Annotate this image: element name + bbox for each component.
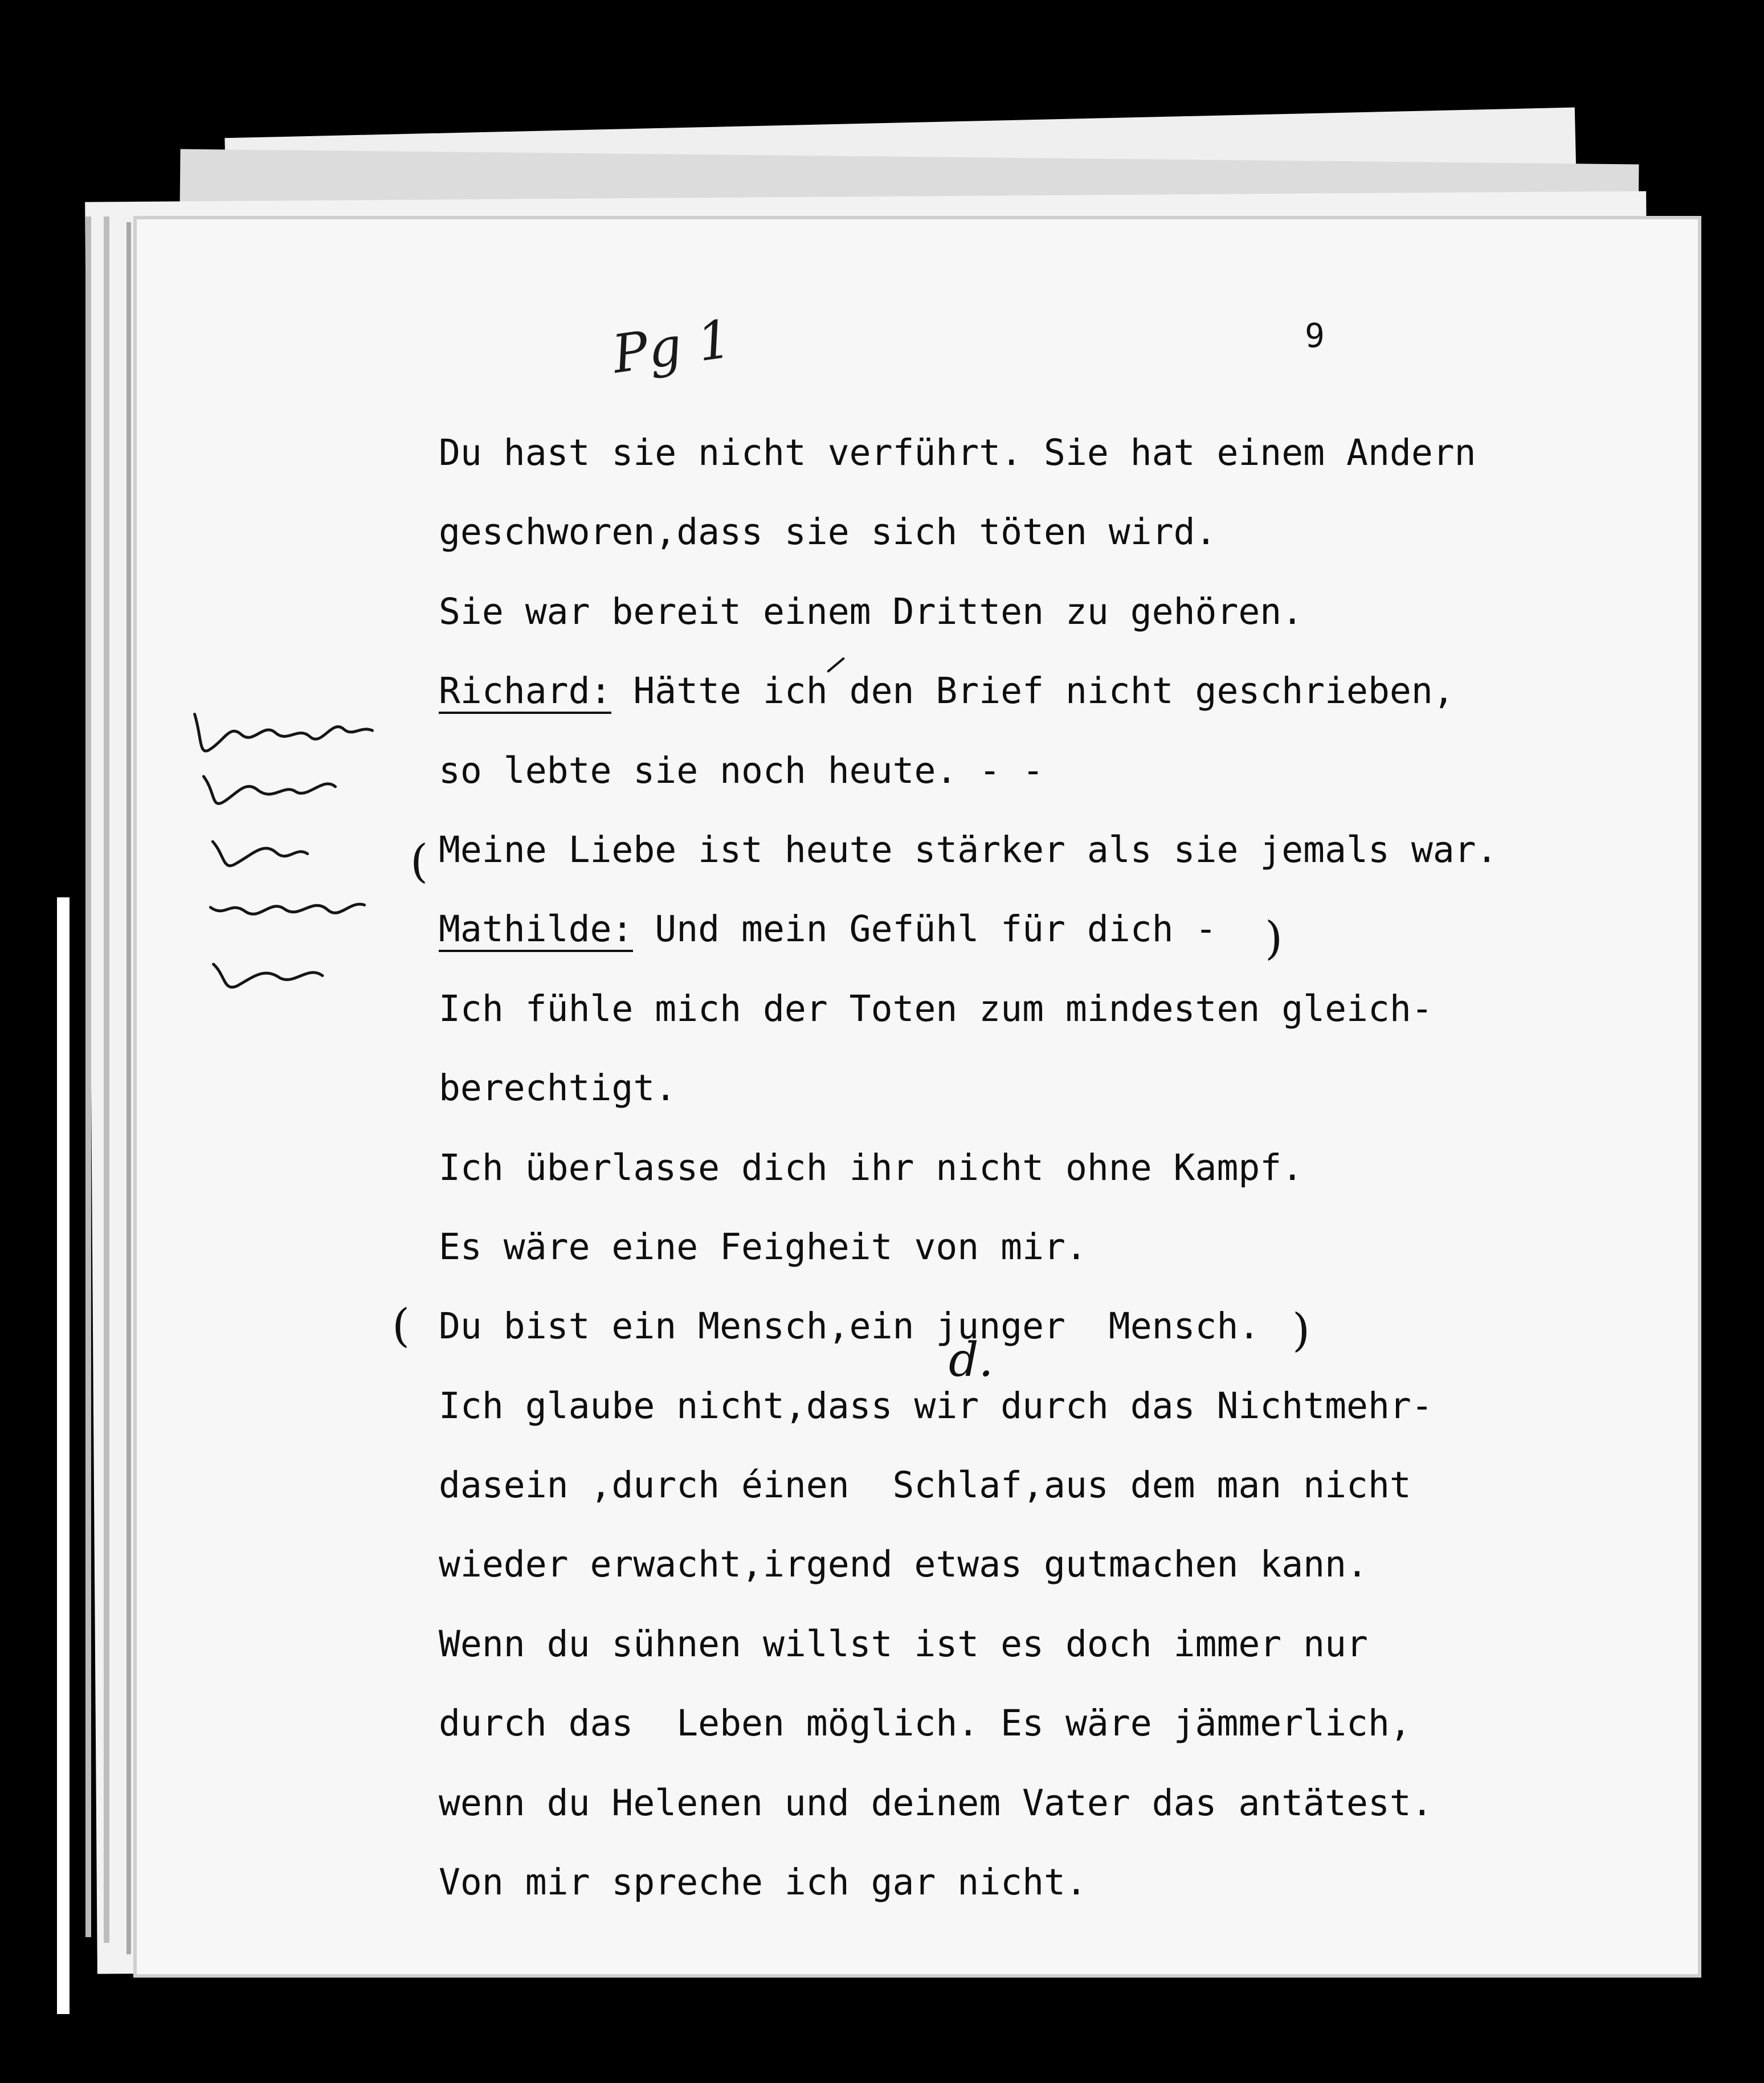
paper-edge bbox=[57, 897, 70, 2014]
text-line: berechtigt. bbox=[439, 1067, 677, 1109]
text-line: Es wäre eine Feigheit von mir. bbox=[439, 1226, 1087, 1268]
text-line: Meine Liebe ist heute stärker als sie jemals war. bbox=[439, 828, 1498, 871]
text-line bbox=[439, 663, 1498, 742]
text-line: Wenn du sühnen willst ist es doch immer nur bbox=[439, 1623, 1368, 1665]
text-line: dasein ,durch éinen Schlaf,aus dem man nicht bbox=[439, 1464, 1411, 1506]
handwritten-insertion: d. bbox=[949, 1333, 994, 1387]
text-line: Von mir spreche ich gar nicht. bbox=[439, 1861, 1087, 1904]
text-line: geschworen,dass sie sich töten wird. bbox=[439, 511, 1217, 553]
text-line bbox=[439, 901, 1498, 980]
handwritten-page-mark: Pg 1 bbox=[609, 308, 736, 385]
handwritten-bracket-open: ( bbox=[392, 1299, 410, 1352]
handwritten-bracket-close: ) bbox=[1292, 1304, 1310, 1357]
page-number: 9 bbox=[1305, 316, 1325, 355]
text-line: so lebte sie noch heute. - - bbox=[439, 749, 1044, 791]
text-line: Du hast sie nicht verführt. Sie hat einem Andern bbox=[439, 432, 1476, 473]
text-line: Ich fühle mich der Toten zum mindesten gleich- bbox=[439, 987, 1433, 1030]
handwritten-bracket-close: ) bbox=[1265, 912, 1283, 965]
speaker-label: Mathilde: bbox=[439, 908, 633, 952]
text-line: Sie war bereit einem Dritten zu gehören. bbox=[439, 590, 1304, 632]
text-line-rest: Hätte ich den Brief nicht geschrieben, bbox=[611, 670, 1455, 712]
typescript-body bbox=[439, 424, 1498, 1933]
text-line: Ich glaube nicht,dass wir durch das Nichtmehr- bbox=[439, 1384, 1433, 1427]
paper-edge bbox=[104, 217, 109, 1943]
text-line: wenn du Helenen und deinem Vater das antätest. bbox=[439, 1782, 1433, 1824]
text-line: Du bist ein Mensch,ein junger Mensch. bbox=[439, 1305, 1260, 1347]
text-line: durch das Leben möglich. Es wäre jämmerlich, bbox=[439, 1702, 1411, 1745]
paper-edge bbox=[126, 222, 131, 1954]
handwritten-margin-note bbox=[189, 693, 393, 1022]
speaker-label: Richard: bbox=[439, 670, 611, 714]
text-line: wieder erwacht,irgend etwas gutmachen kann. bbox=[439, 1543, 1368, 1586]
text-line: Ich überlasse dich ihr nicht ohne Kampf. bbox=[439, 1146, 1304, 1188]
text-line-rest: Und mein Gefühl für dich - bbox=[633, 908, 1217, 950]
handwritten-bracket-open: ( bbox=[410, 835, 428, 888]
